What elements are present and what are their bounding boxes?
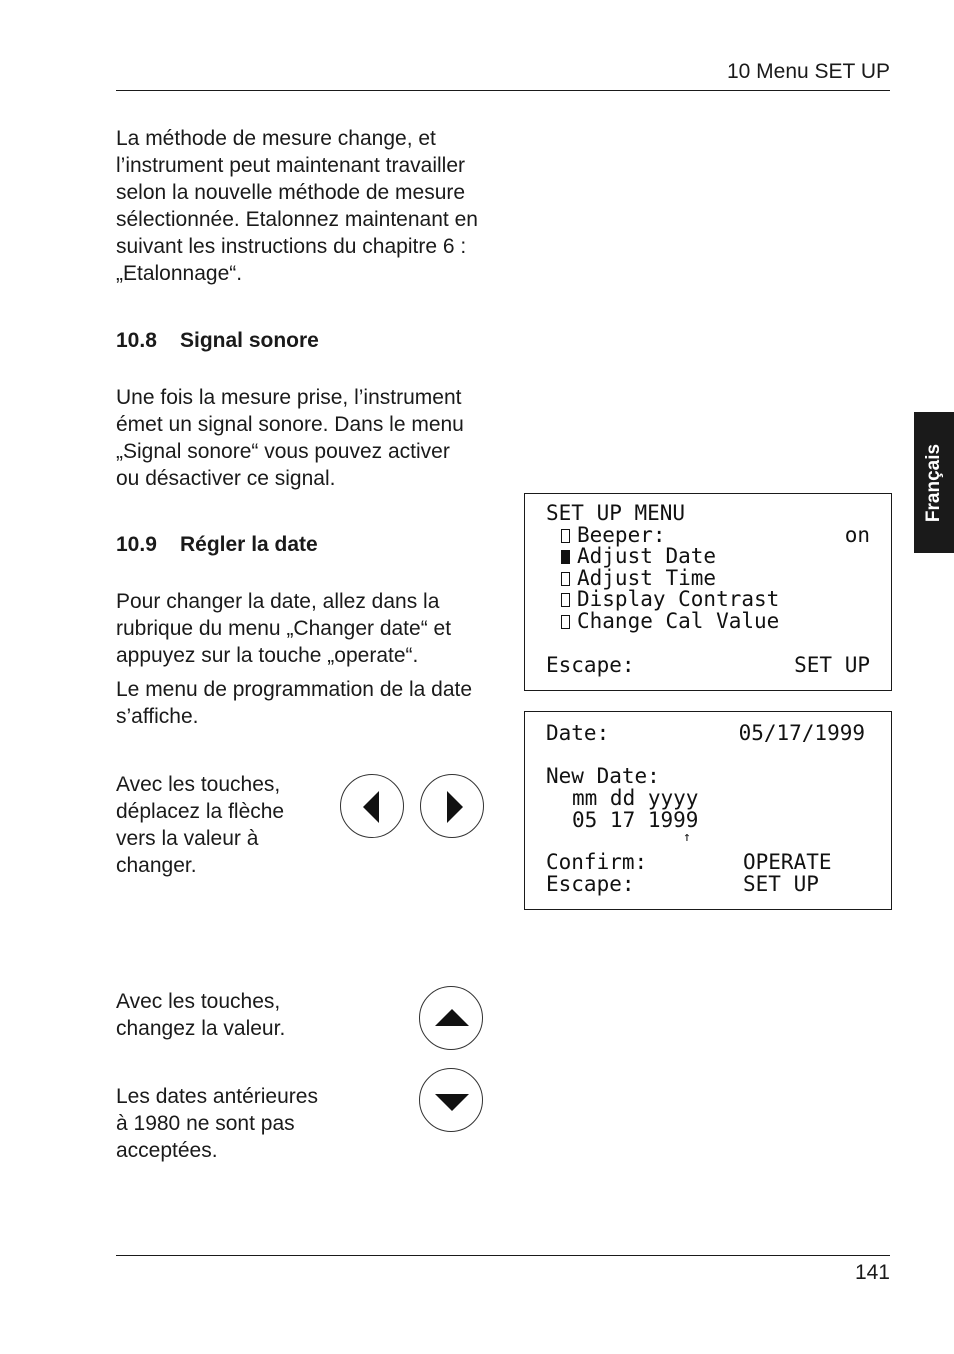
display-title: SET UP MENU <box>546 501 686 525</box>
menu-item-adjust-time: Adjust Time <box>561 568 716 590</box>
section-10-9-body-2: Le menu de programmation de la date s’affiche. <box>116 678 473 728</box>
escape-value: SET UP <box>743 872 819 896</box>
selected-box-icon <box>561 550 570 564</box>
right-arrow-key-icon <box>420 774 484 838</box>
escape-label: Escape: <box>546 872 635 896</box>
header-rule <box>116 90 890 91</box>
setup-menu-display <box>524 493 892 691</box>
section-10-8-heading <box>116 329 319 353</box>
section-title: Signal sonore <box>180 329 319 352</box>
footer-rule <box>116 1255 890 1256</box>
section-title: Régler la date <box>180 533 318 556</box>
down-arrow-key-icon <box>419 1068 483 1132</box>
arrow-left-right-instruction: Avec les touches, déplacez la flèche vers la valeur à changer. <box>116 773 285 877</box>
section-10-9-body: Pour changer la date, allez dans la rubrique du menu „Changer date“ et appuyez sur la touche „operate“. <box>116 590 452 667</box>
confirm-value: OPERATE <box>743 850 832 874</box>
section-10-8-body: Une fois la mesure prise, l’instrument émet un signal sonore. Dans le menu „Signal sonore“ vous pouvez activer ou désactiver ce signal. <box>116 386 464 490</box>
date-label: Date: <box>546 721 610 745</box>
language-tab-label: Français <box>923 443 944 522</box>
cursor-arrow-icon: ↑ <box>683 830 691 845</box>
date-format: mm dd yyyy <box>572 786 699 810</box>
unselected-box-icon <box>561 593 570 607</box>
language-tab <box>914 412 954 553</box>
confirm-label: Confirm: <box>546 850 648 874</box>
arrow-up-down-instruction: Avec les touches, changez la valeur. <box>116 990 286 1040</box>
menu-item-beeper: Beeper: <box>561 525 666 547</box>
new-date-label: New Date: <box>546 764 660 788</box>
new-date-value: 05 17 1999 <box>572 808 699 832</box>
date-display <box>524 711 892 910</box>
menu-item-change-cal-value: Change Cal Value <box>561 611 779 633</box>
escape-value: SET UP <box>794 653 870 677</box>
escape-label: Escape: <box>546 653 635 677</box>
section-number: 10.9 <box>116 533 157 556</box>
section-number: 10.8 <box>116 329 157 352</box>
page-number: 141 <box>854 1261 890 1284</box>
date-value: 05/17/1999 <box>738 721 865 745</box>
intro-paragraph: La méthode de mesure change, et l’instrument peut maintenant travailler selon la nouvelle méthode de mesure sélectionnée. Etalonnez maintenant en suivant les instructions du chapitre 6 : „Etalonnage“. <box>116 127 478 285</box>
menu-item-beeper-value: on <box>844 523 870 547</box>
menu-item-display-contrast: Display Contrast <box>561 589 779 611</box>
dates-note: Les dates antérieures à 1980 ne sont pas acceptées. <box>116 1085 318 1162</box>
unselected-box-icon <box>561 615 570 629</box>
left-arrow-key-icon <box>340 774 404 838</box>
unselected-box-icon <box>561 529 570 543</box>
section-10-9-heading <box>116 533 318 557</box>
menu-item-adjust-date: Adjust Date <box>561 546 716 568</box>
running-header: 10 Menu SET UP <box>726 60 890 83</box>
up-arrow-key-icon <box>419 986 483 1050</box>
unselected-box-icon <box>561 572 570 586</box>
